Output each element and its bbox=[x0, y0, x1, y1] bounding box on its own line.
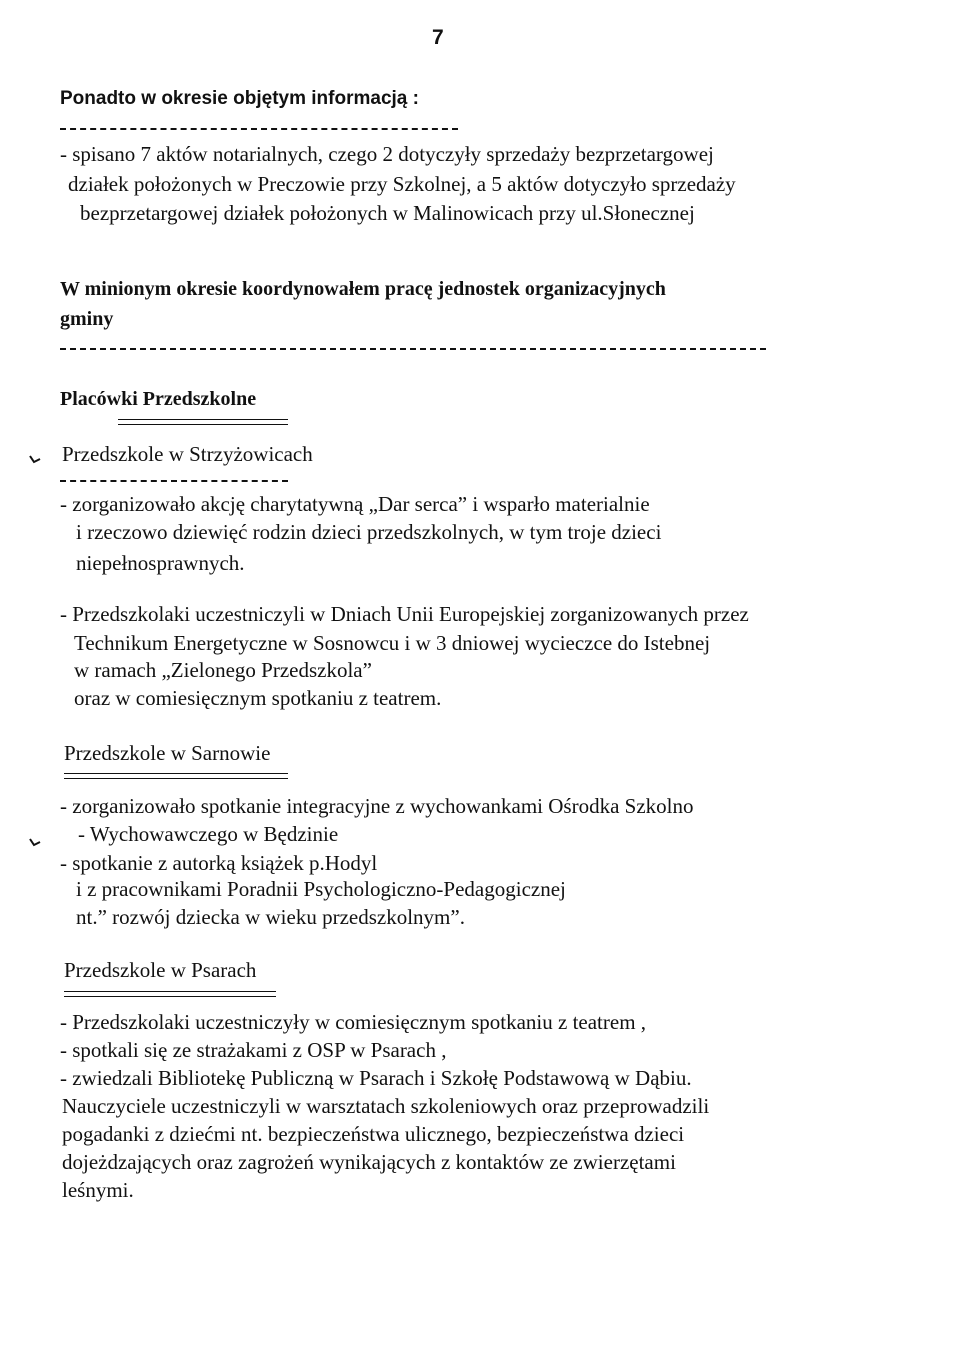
paragraph-line: pogadanki z dziećmi nt. bezpieczeństwa ulicznego, bezpieczeństwa dzieci bbox=[62, 1122, 685, 1146]
dashed-divider bbox=[60, 128, 458, 130]
paragraph-line: i rzeczowo dziewięć rodzin dzieci przedszkolnych, w tym troje dzieci bbox=[76, 520, 662, 544]
margin-tick-mark bbox=[29, 838, 41, 847]
double-underline bbox=[118, 419, 288, 420]
double-underline bbox=[118, 424, 288, 425]
paragraph-line: dojeżdzających oraz zagrożeń wynikających z kontaktów ze zwierzętami bbox=[62, 1150, 676, 1174]
page-number: 7 bbox=[432, 26, 444, 49]
paragraph-line: - spotkali się ze strażakami z OSP w Psarach , bbox=[60, 1038, 447, 1062]
paragraph-line: oraz w comiesięcznym spotkaniu z teatrem. bbox=[74, 686, 442, 710]
paragraph-line: leśnymi. bbox=[62, 1178, 134, 1202]
double-underline bbox=[64, 996, 276, 997]
paragraph-line: - Wychowawczego w Będzinie bbox=[78, 822, 339, 846]
section-heading-preschools: Placówki Przedszkolne bbox=[60, 388, 257, 410]
section-heading-intro: Ponadto w okresie objętym informacją : bbox=[60, 88, 419, 109]
paragraph-line: - spotkanie z autorką książek p.Hodyl bbox=[60, 851, 378, 875]
paragraph-line: i z pracownikami Poradnii Psychologiczno-Pedagogicznej bbox=[76, 877, 566, 901]
paragraph-line: - spisano 7 aktów notarialnych, czego 2 dotyczyły sprzedaży bezprzetargowej bbox=[60, 142, 714, 166]
paragraph-line: - Przedszkolaki uczestniczyli w Dniach Unii Europejskiej zorganizowanych przez bbox=[60, 602, 749, 626]
subsection-title-psary: Przedszkole w Psarach bbox=[64, 958, 257, 982]
section-heading-coordination: W minionym okresie koordynowałem pracę jednostek organizacyjnych bbox=[60, 278, 666, 300]
paragraph-line: w ramach „Zielonego Przedszkola” bbox=[74, 658, 372, 682]
double-underline bbox=[64, 991, 276, 992]
paragraph-line: niepełnosprawnych. bbox=[76, 551, 245, 575]
paragraph-line: - zorganizowało akcję charytatywną „Dar serca” i wsparło materialnie bbox=[60, 492, 650, 516]
section-heading-coordination-cont: gminy bbox=[60, 308, 114, 330]
dashed-divider bbox=[60, 480, 288, 482]
double-underline bbox=[64, 773, 288, 774]
paragraph-line: - zwiedzali Bibliotekę Publiczną w Psarach i Szkołę Podstawową w Dąbiu. bbox=[60, 1066, 692, 1090]
paragraph-line: nt.” rozwój dziecka w wieku przedszkolnym”. bbox=[76, 905, 465, 929]
dashed-divider bbox=[60, 348, 766, 350]
paragraph-line: Nauczyciele uczestniczyli w warsztatach szkoleniowych oraz przeprowadzili bbox=[62, 1094, 710, 1118]
double-underline bbox=[64, 778, 288, 779]
paragraph-line: Technikum Energetyczne w Sosnowcu i w 3 dniowej wycieczce do Istebnej bbox=[74, 631, 711, 655]
paragraph-line: - Przedszkolaki uczestniczyły w comiesięcznym spotkaniu z teatrem , bbox=[60, 1010, 647, 1034]
margin-tick-mark bbox=[29, 455, 41, 464]
subsection-title-strzyzowice: Przedszkole w Strzyżowicach bbox=[62, 442, 313, 466]
paragraph-line: bezprzetargowej działek położonych w Malinowicach przy ul.Słonecznej bbox=[80, 201, 695, 225]
paragraph-line: - zorganizowało spotkanie integracyjne z wychowankami Ośrodka Szkolno bbox=[60, 794, 694, 818]
paragraph-line: działek położonych w Preczowie przy Szkolnej, a 5 aktów dotyczyło sprzedaży bbox=[68, 172, 736, 196]
subsection-title-sarnow: Przedszkole w Sarnowie bbox=[64, 741, 271, 765]
